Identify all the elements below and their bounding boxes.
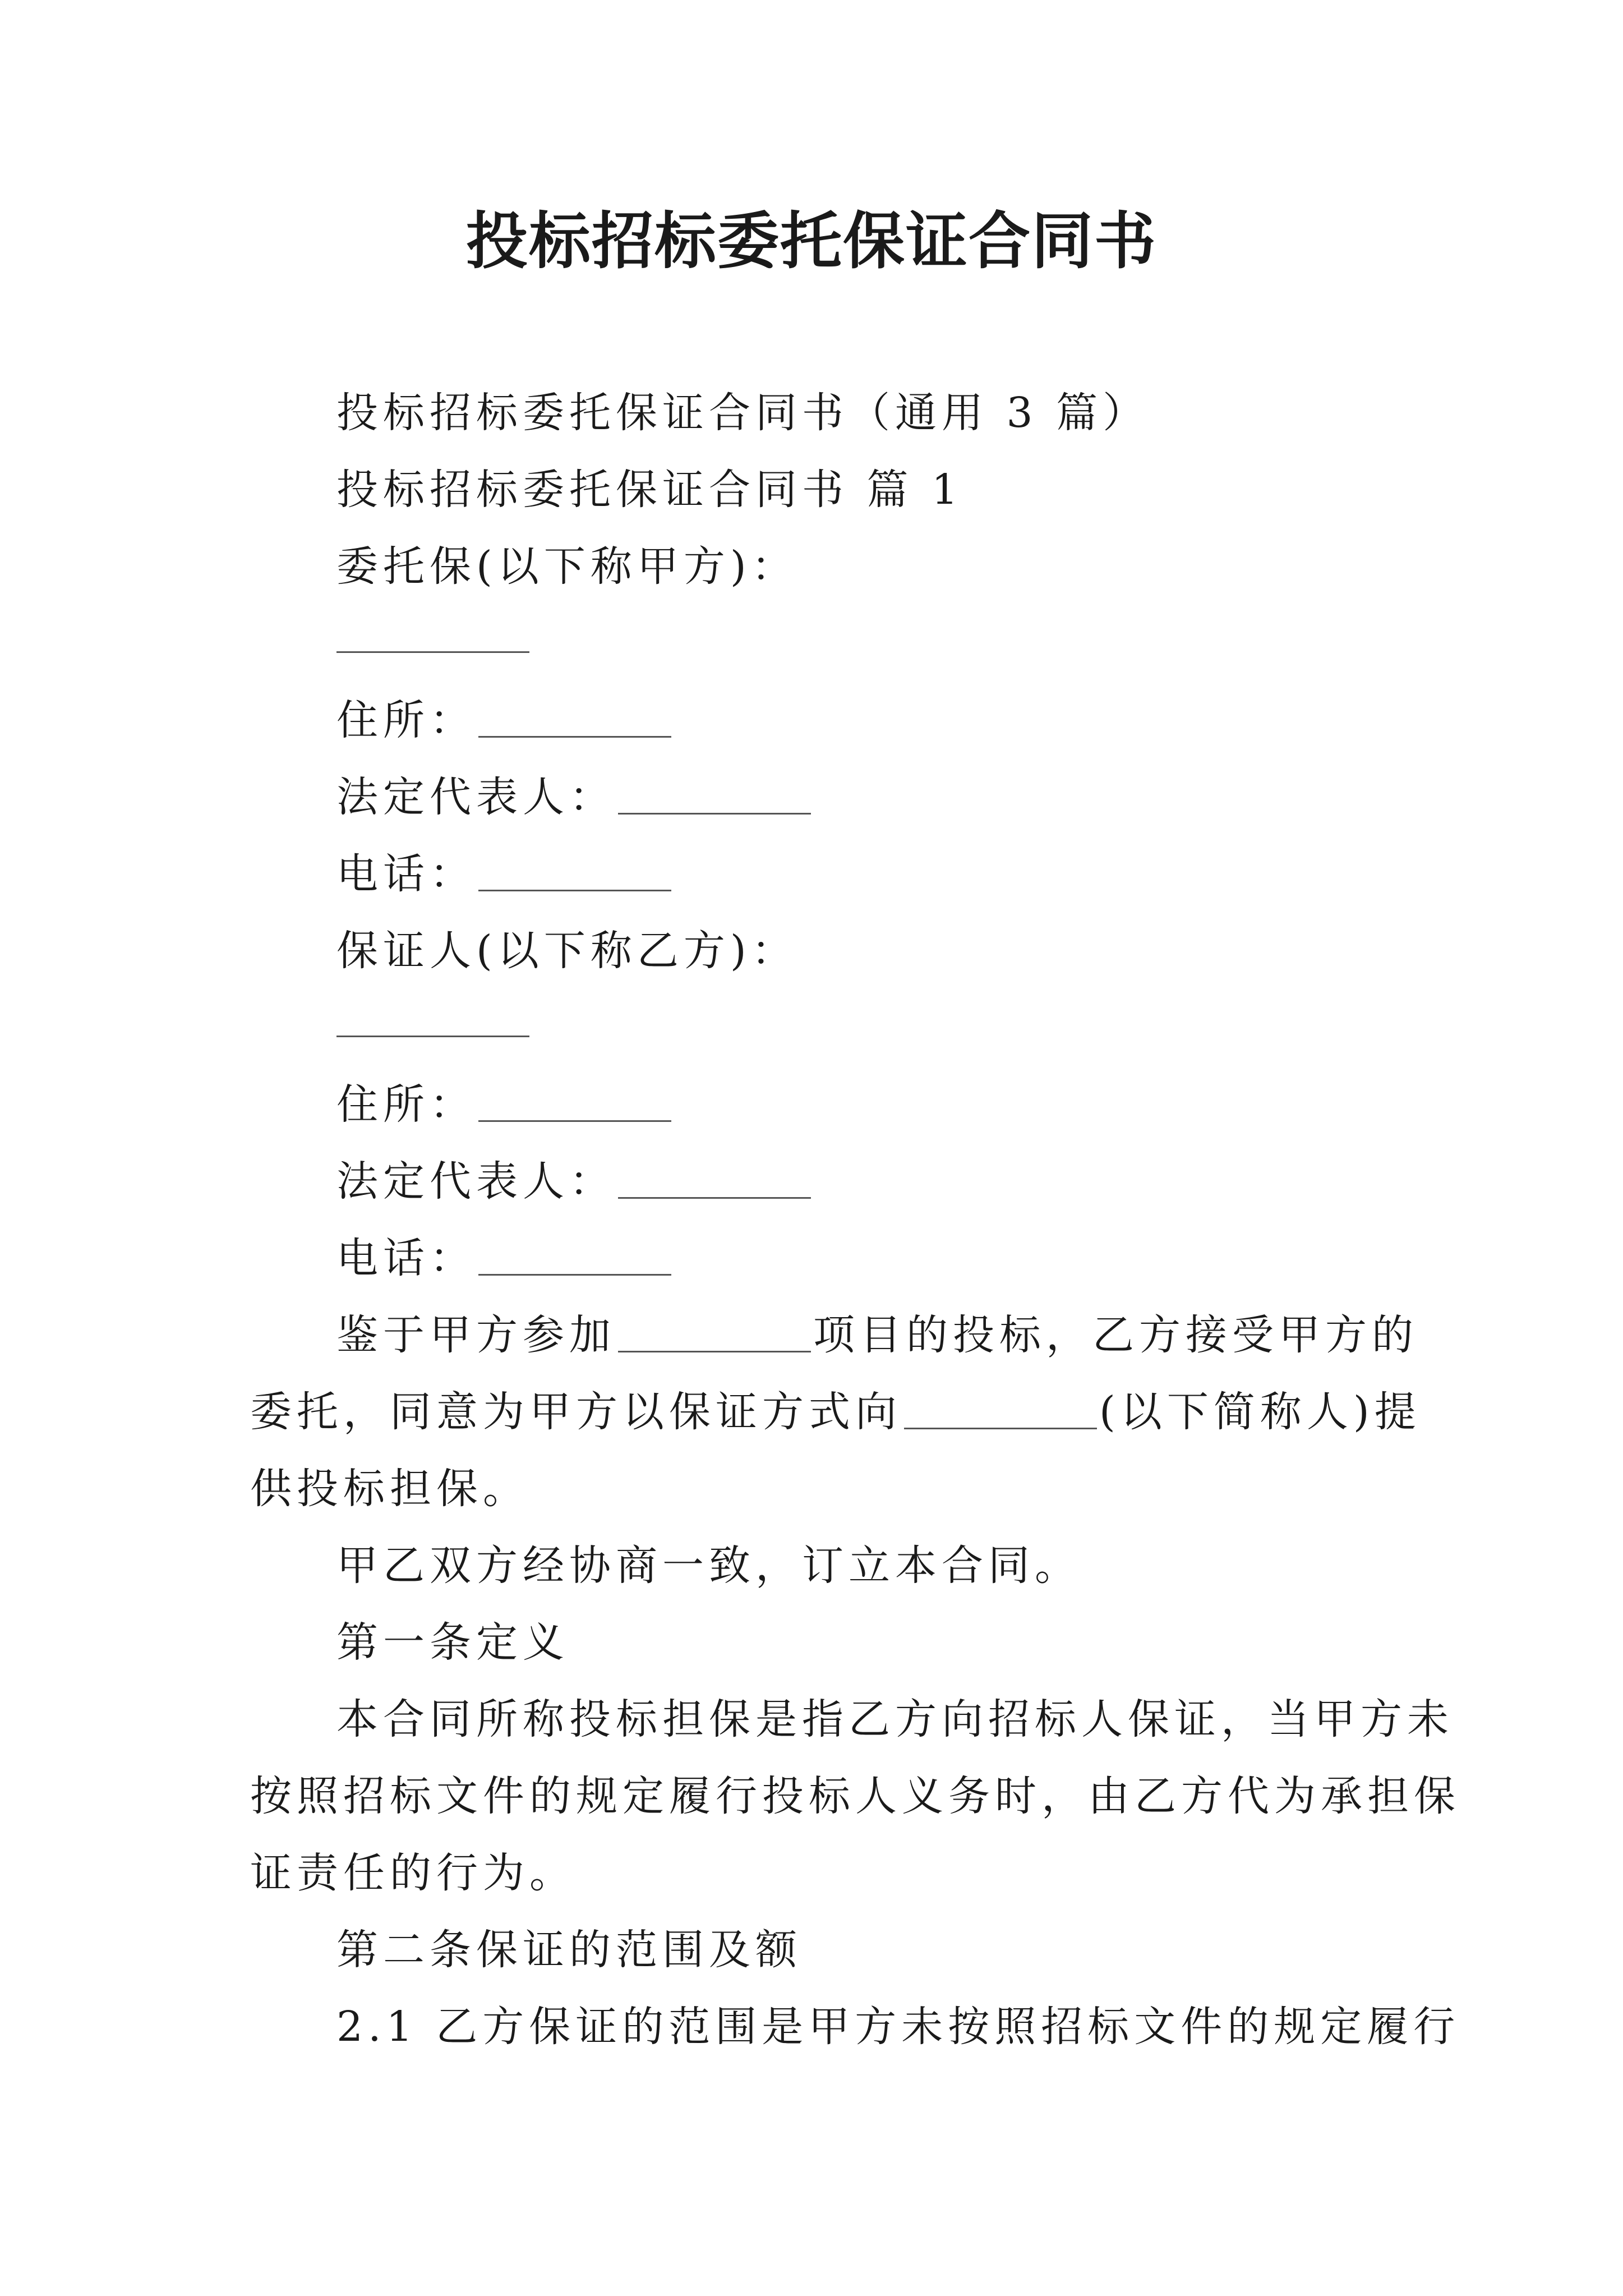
party-b-name-blank[interactable] — [336, 1036, 529, 1037]
whereas-text-1b: 项目的投标，乙方接受甲方的 — [813, 1311, 1418, 1359]
article-1-line-3: 证责任的行为。 — [250, 1849, 576, 1897]
article-1-line-2: 按照招标文件的规定履行投标人义务时，由乙方代为承担保 — [250, 1772, 1460, 1820]
subtitle-line: 投标招标委托保证合同书（通用 3 篇） — [336, 389, 1150, 437]
party-b-phone-blank[interactable] — [478, 1274, 671, 1276]
whereas-text-2b: (以下简称人)提 — [1099, 1388, 1421, 1436]
party-a-name-blank-line — [250, 605, 1389, 682]
party-b-address-line — [250, 1066, 1389, 1143]
party-b-rep-label: 法定代表人： — [336, 1157, 616, 1205]
agreement-line: 甲乙双方经协商一致，订立本合同。 — [336, 1542, 1081, 1590]
whereas-paragraph — [250, 1297, 1421, 1527]
party-a-phone-label: 电话： — [336, 850, 476, 898]
party-a-address-line — [250, 682, 1389, 759]
party-b-rep-blank[interactable] — [618, 1197, 811, 1199]
party-a-phone-line — [250, 836, 1389, 913]
party-b-phone-line — [250, 1220, 1389, 1297]
whereas-line-2 — [250, 1374, 1421, 1451]
party-b-address-label: 住所： — [336, 1080, 476, 1129]
article-2-1-line: 2.1 乙方保证的范围是甲方未按照招标文件的规定履行 — [336, 2003, 1460, 2051]
whereas-line-3: 供投标担保。 — [250, 1465, 529, 1513]
party-b-label: 保证人(以下称乙方)： — [336, 927, 798, 975]
party-b-name-blank-line — [250, 990, 1389, 1066]
section-heading: 投标招标委托保证合同书 篇 1 — [336, 466, 963, 514]
whereas-text-2a: 委托，同意为甲方以保证方式向 — [250, 1388, 902, 1436]
project-blank[interactable] — [618, 1351, 811, 1352]
article-1-title: 第一条定义 — [336, 1618, 569, 1667]
party-b-address-blank[interactable] — [478, 1120, 671, 1122]
party-a-rep-label: 法定代表人： — [336, 773, 616, 821]
party-a-name-blank[interactable] — [336, 651, 529, 653]
beneficiary-blank[interactable] — [904, 1428, 1097, 1429]
party-a-label: 委托保(以下称甲方)： — [336, 542, 798, 591]
party-a-rep-blank[interactable] — [618, 813, 811, 815]
party-a-address-label: 住所： — [336, 696, 476, 744]
article-1-line-1: 本合同所称投标担保是指乙方向招标人保证，当甲方未 — [336, 1695, 1454, 1743]
document-title: 投标招标委托保证合同书 — [466, 205, 1157, 277]
party-b-phone-label: 电话： — [336, 1234, 476, 1282]
whereas-line-1 — [250, 1297, 1418, 1374]
whereas-text-1a: 鉴于甲方参加 — [336, 1311, 616, 1359]
party-b-rep-line — [250, 1143, 1389, 1220]
document-body — [250, 375, 1460, 2065]
party-a-rep-line — [250, 759, 1389, 836]
article-2-title: 第二条保证的范围及额 — [336, 1926, 802, 1974]
article-1-paragraph — [250, 1681, 1460, 1912]
party-a-phone-blank[interactable] — [478, 890, 671, 891]
party-a-address-blank[interactable] — [478, 736, 671, 738]
